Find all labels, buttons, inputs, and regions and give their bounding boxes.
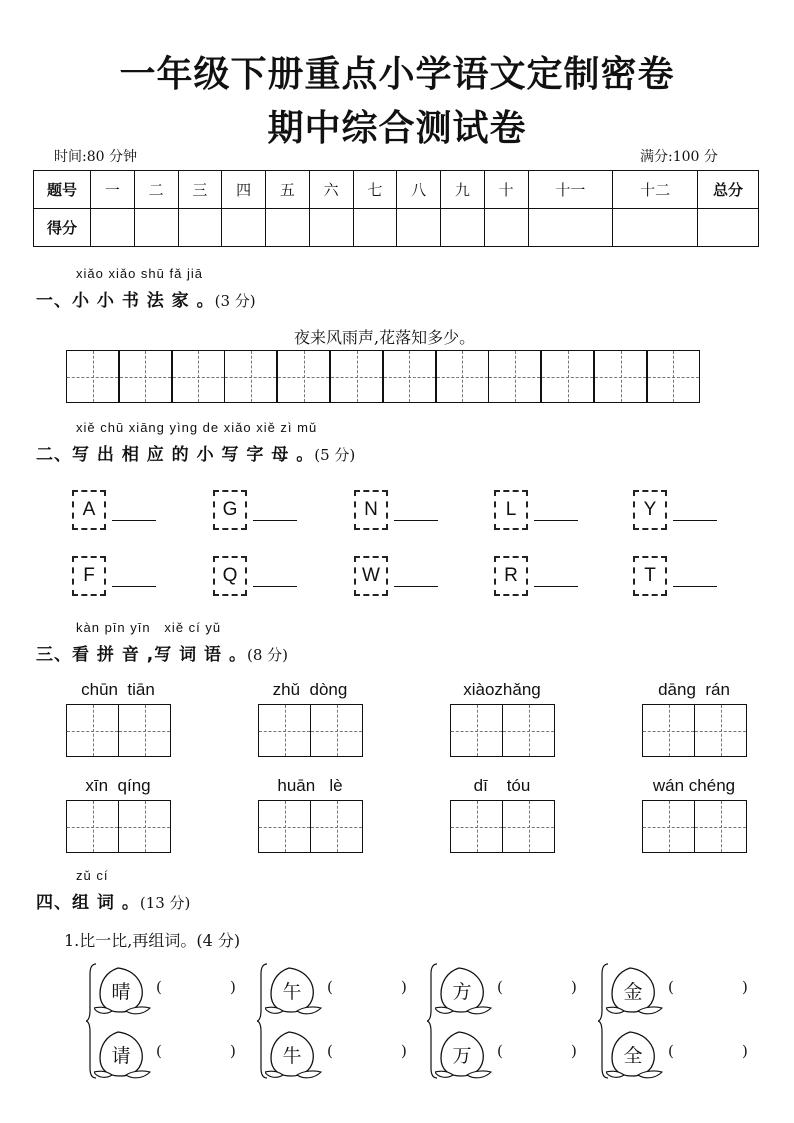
sec1-sentence: 夜来风雨声,花落知多少。 bbox=[294, 328, 476, 347]
compare-character: 午 bbox=[282, 981, 302, 1003]
compare-character: 万 bbox=[452, 1045, 472, 1067]
writing-box[interactable] bbox=[66, 704, 119, 757]
pinyin-prompt: xiàozhǎng bbox=[463, 680, 541, 699]
pinyin-prompt: zhǔ dòng bbox=[272, 680, 348, 699]
writing-box[interactable] bbox=[594, 350, 647, 403]
answer-blank[interactable] bbox=[166, 976, 226, 998]
sec2-title: 二、写 出 相 应 的 小 写 字 母 。 bbox=[36, 445, 315, 465]
score-table-header-row bbox=[34, 171, 759, 209]
sec4-points: (13 分) bbox=[139, 894, 191, 912]
writing-box[interactable] bbox=[450, 704, 503, 757]
table-cell: 三 bbox=[178, 171, 222, 209]
writing-box[interactable] bbox=[310, 800, 363, 853]
score-cell[interactable] bbox=[134, 209, 178, 247]
score-cell[interactable] bbox=[698, 209, 759, 247]
writing-box[interactable] bbox=[502, 704, 555, 757]
score-table-score-row bbox=[34, 209, 759, 247]
writing-box[interactable] bbox=[118, 704, 171, 757]
sec4-sub1: 1.比一比,再组词。(4 分) bbox=[64, 931, 241, 950]
writing-box[interactable] bbox=[502, 800, 555, 853]
compare-character: 晴 bbox=[111, 981, 131, 1003]
paren-close: ) bbox=[742, 978, 748, 996]
answer-line[interactable] bbox=[673, 586, 717, 587]
table-cell: 一 bbox=[91, 171, 135, 209]
answer-blank[interactable] bbox=[337, 976, 397, 998]
answer-line[interactable] bbox=[394, 520, 438, 521]
pinyin-prompt: dāng rán bbox=[658, 680, 730, 699]
paren-close: ) bbox=[742, 1042, 748, 1060]
writing-box[interactable] bbox=[488, 350, 541, 403]
sec3-heading bbox=[36, 640, 288, 665]
sec4-heading bbox=[36, 888, 190, 913]
paren-close: ) bbox=[571, 978, 577, 996]
writing-box[interactable] bbox=[66, 800, 119, 853]
answer-line[interactable] bbox=[112, 586, 156, 587]
paren-close: ) bbox=[230, 978, 236, 996]
uppercase-letter-box: N bbox=[354, 490, 388, 530]
score-cell[interactable] bbox=[222, 209, 266, 247]
writing-box[interactable] bbox=[118, 800, 171, 853]
answer-blank[interactable] bbox=[507, 976, 567, 998]
writing-box[interactable] bbox=[66, 350, 119, 403]
pinyin-prompt: xīn qíng bbox=[85, 776, 151, 795]
writing-box[interactable] bbox=[436, 350, 489, 403]
table-cell: 五 bbox=[266, 171, 310, 209]
writing-box[interactable] bbox=[383, 350, 436, 403]
answer-blank[interactable] bbox=[337, 1040, 397, 1062]
uppercase-letter-box: G bbox=[213, 490, 247, 530]
sec4-title: 四、组 词 。 bbox=[36, 893, 140, 913]
answer-line[interactable] bbox=[673, 520, 717, 521]
sec2-points: (5 分) bbox=[314, 446, 356, 464]
compare-character: 请 bbox=[111, 1045, 131, 1067]
sec3-pinyin: kàn pīn yīn xiě cí yǔ bbox=[76, 620, 222, 635]
answer-line[interactable] bbox=[394, 586, 438, 587]
score-cell[interactable] bbox=[353, 209, 397, 247]
full-score: 满分:100 分 bbox=[640, 149, 718, 165]
sec3-title: 三、看 拼 音 ,写 词 语 。 bbox=[36, 645, 247, 665]
compare-character: 方 bbox=[452, 981, 472, 1003]
pinyin-prompt: wán chéng bbox=[652, 776, 736, 795]
exam-title: 一年级下册重点小学语文定制密卷 bbox=[119, 54, 675, 95]
score-cell[interactable] bbox=[397, 209, 441, 247]
writing-box[interactable] bbox=[330, 350, 383, 403]
paren-close: ) bbox=[571, 1042, 577, 1060]
writing-box[interactable] bbox=[642, 704, 695, 757]
sec4-pinyin: zǔ cí bbox=[76, 868, 109, 883]
uppercase-letter-box: L bbox=[494, 490, 528, 530]
compare-character: 全 bbox=[623, 1045, 643, 1067]
writing-grid[interactable] bbox=[66, 350, 700, 404]
table-cell: 七 bbox=[353, 171, 397, 209]
table-cell: 总分 bbox=[698, 171, 759, 209]
sec1-heading bbox=[36, 286, 256, 311]
uppercase-letter-box: Y bbox=[633, 490, 667, 530]
writing-box[interactable] bbox=[119, 350, 172, 403]
score-table bbox=[33, 170, 759, 247]
paren-open: ( bbox=[156, 1042, 162, 1060]
paren-open: ( bbox=[668, 978, 674, 996]
score-cell[interactable] bbox=[266, 209, 310, 247]
table-cell: 八 bbox=[397, 171, 441, 209]
uppercase-letter-box: A bbox=[72, 490, 106, 530]
writing-box[interactable] bbox=[277, 350, 330, 403]
table-cell: 六 bbox=[309, 171, 353, 209]
time-limit: 时间:80 分钟 bbox=[54, 149, 137, 165]
answer-line[interactable] bbox=[253, 586, 297, 587]
answer-line[interactable] bbox=[534, 586, 578, 587]
score-cell[interactable] bbox=[484, 209, 528, 247]
score-cell[interactable] bbox=[528, 209, 613, 247]
paren-close: ) bbox=[401, 1042, 407, 1060]
uppercase-letter-box: W bbox=[354, 556, 388, 596]
table-cell: 得分 bbox=[34, 209, 91, 247]
answer-blank[interactable] bbox=[678, 976, 738, 998]
table-cell: 四 bbox=[222, 171, 266, 209]
paren-open: ( bbox=[668, 1042, 674, 1060]
writing-box[interactable] bbox=[642, 800, 695, 853]
writing-box[interactable] bbox=[258, 704, 311, 757]
compare-character: 金 bbox=[623, 981, 643, 1003]
uppercase-letter-box: Q bbox=[213, 556, 247, 596]
writing-box[interactable] bbox=[694, 800, 747, 853]
pinyin-prompt: chūn tiān bbox=[81, 680, 155, 699]
uppercase-letter-box: T bbox=[633, 556, 667, 596]
paren-open: ( bbox=[497, 1042, 503, 1060]
score-cell[interactable] bbox=[91, 209, 135, 247]
table-cell: 十一 bbox=[528, 171, 613, 209]
answer-line[interactable] bbox=[112, 520, 156, 521]
score-cell[interactable] bbox=[441, 209, 485, 247]
sec2-heading bbox=[36, 440, 355, 465]
paren-open: ( bbox=[497, 978, 503, 996]
paren-open: ( bbox=[156, 978, 162, 996]
writing-box[interactable] bbox=[258, 800, 311, 853]
table-cell: 二 bbox=[134, 171, 178, 209]
answer-line[interactable] bbox=[253, 520, 297, 521]
writing-box[interactable] bbox=[224, 350, 277, 403]
paren-open: ( bbox=[327, 1042, 333, 1060]
score-cell[interactable] bbox=[613, 209, 698, 247]
answer-blank[interactable] bbox=[678, 1040, 738, 1062]
score-cell[interactable] bbox=[178, 209, 222, 247]
writing-box[interactable] bbox=[172, 350, 225, 403]
writing-box[interactable] bbox=[647, 350, 700, 403]
sec2-pinyin: xiě chū xiāng yìng de xiǎo xiě zì mǔ bbox=[76, 420, 318, 435]
table-cell: 九 bbox=[441, 171, 485, 209]
writing-box[interactable] bbox=[450, 800, 503, 853]
table-cell: 题号 bbox=[34, 171, 91, 209]
uppercase-letter-box: R bbox=[494, 556, 528, 596]
pinyin-prompt: huān lè bbox=[277, 776, 343, 795]
answer-line[interactable] bbox=[534, 520, 578, 521]
score-cell[interactable] bbox=[309, 209, 353, 247]
answer-blank[interactable] bbox=[166, 1040, 226, 1062]
uppercase-letter-box: F bbox=[72, 556, 106, 596]
sec1-title: 一、小 小 书 法 家 。 bbox=[36, 291, 215, 311]
table-cell: 十 bbox=[484, 171, 528, 209]
writing-box[interactable] bbox=[541, 350, 594, 403]
paren-close: ) bbox=[401, 978, 407, 996]
sec1-points: (3 分) bbox=[214, 292, 256, 310]
answer-blank[interactable] bbox=[507, 1040, 567, 1062]
pinyin-prompt: dī tóu bbox=[473, 776, 531, 795]
writing-box[interactable] bbox=[694, 704, 747, 757]
sec3-points: (8 分) bbox=[246, 646, 288, 664]
table-cell: 十二 bbox=[613, 171, 698, 209]
sec1-pinyin: xiǎo xiǎo shū fǎ jiā bbox=[76, 266, 203, 281]
paren-close: ) bbox=[230, 1042, 236, 1060]
exam-subtitle: 期中综合测试卷 bbox=[267, 108, 527, 149]
paren-open: ( bbox=[327, 978, 333, 996]
writing-box[interactable] bbox=[310, 704, 363, 757]
compare-character: 牛 bbox=[282, 1045, 302, 1067]
